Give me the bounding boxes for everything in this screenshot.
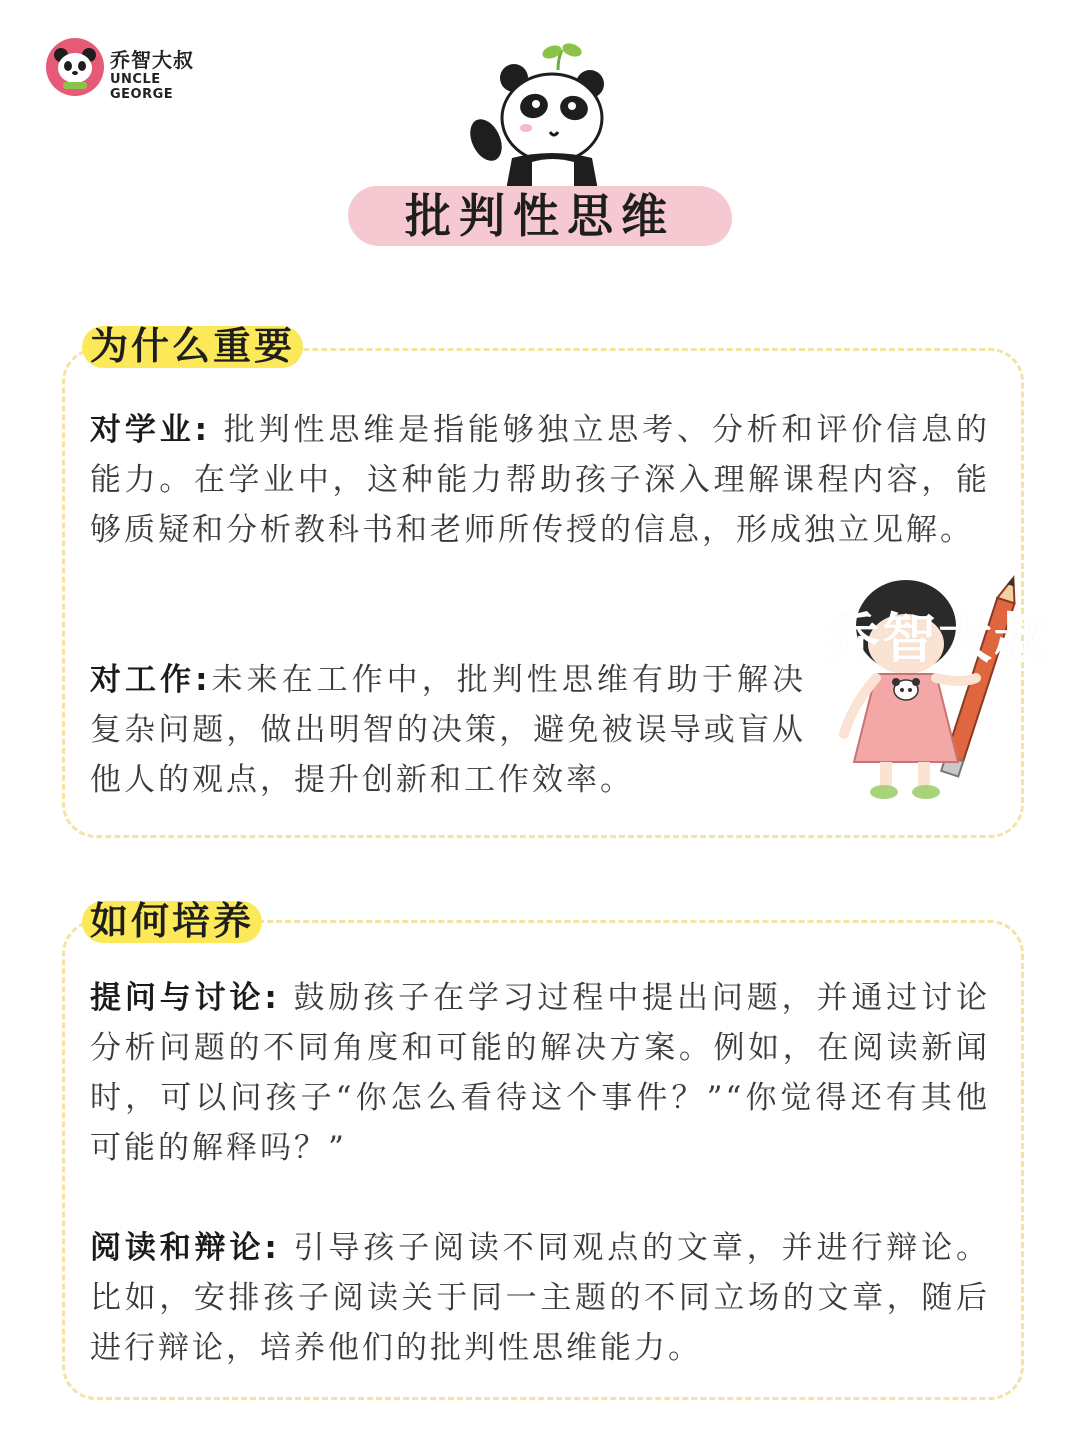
section-heading-text: 为什么重要	[90, 324, 296, 368]
paragraph-work	[90, 655, 806, 805]
paragraph-questioning	[90, 973, 990, 1173]
paragraph-text: 鼓励孩子在学习过程中提出问题，并通过讨论分析问题的不同角度和可能的解决方案。例如，在阅读新闻时，可以问孩子“你怎么看待这个事件？”“你觉得还有其他可能的解释吗？”	[90, 980, 990, 1166]
brand-logo	[46, 38, 216, 102]
paragraph-label: 对学业:	[90, 412, 211, 448]
paragraph-text: 批判性思维是指能够独立思考、分析和评价信息的能力。在学业中，这种能力帮助孩子深入理解课程内容，能够质疑和分析教科书和老师所传授的信息，形成独立见解。	[90, 412, 990, 548]
watermark-text: 乔智大叔	[826, 607, 1050, 670]
paragraph-academic	[90, 405, 990, 555]
paragraph-label: 阅读和辩论:	[90, 1230, 280, 1266]
paragraph-text: 引导孩子阅读不同观点的文章，并进行辩论。比如，安排孩子阅读关于同一主题的不同立场的文章，随后进行辩论，培养他们的批判性思维能力。	[90, 1230, 990, 1366]
paragraph-text: 未来在工作中，批判性思维有助于解决复杂问题，做出明智的决策，避免被误导或盲从他人的观点，提升创新和工作效率。	[90, 662, 807, 798]
section-heading-why-important	[82, 322, 303, 370]
panda-logo-icon	[46, 38, 104, 96]
logo-name-cn: 乔智大叔	[110, 48, 194, 72]
paragraph-label: 提问与讨论:	[90, 980, 280, 1016]
section-heading-text: 如何培养	[90, 899, 255, 943]
page-title: 批判性思维	[405, 189, 675, 243]
title-banner	[348, 182, 732, 250]
panda-mascot-icon	[462, 40, 618, 190]
logo-name-en: UNCLE GEORGE	[110, 72, 174, 102]
paragraph-reading-debate	[90, 1223, 990, 1373]
section-heading-how-to-cultivate	[82, 897, 262, 945]
paragraph-label: 对工作:	[90, 662, 211, 698]
